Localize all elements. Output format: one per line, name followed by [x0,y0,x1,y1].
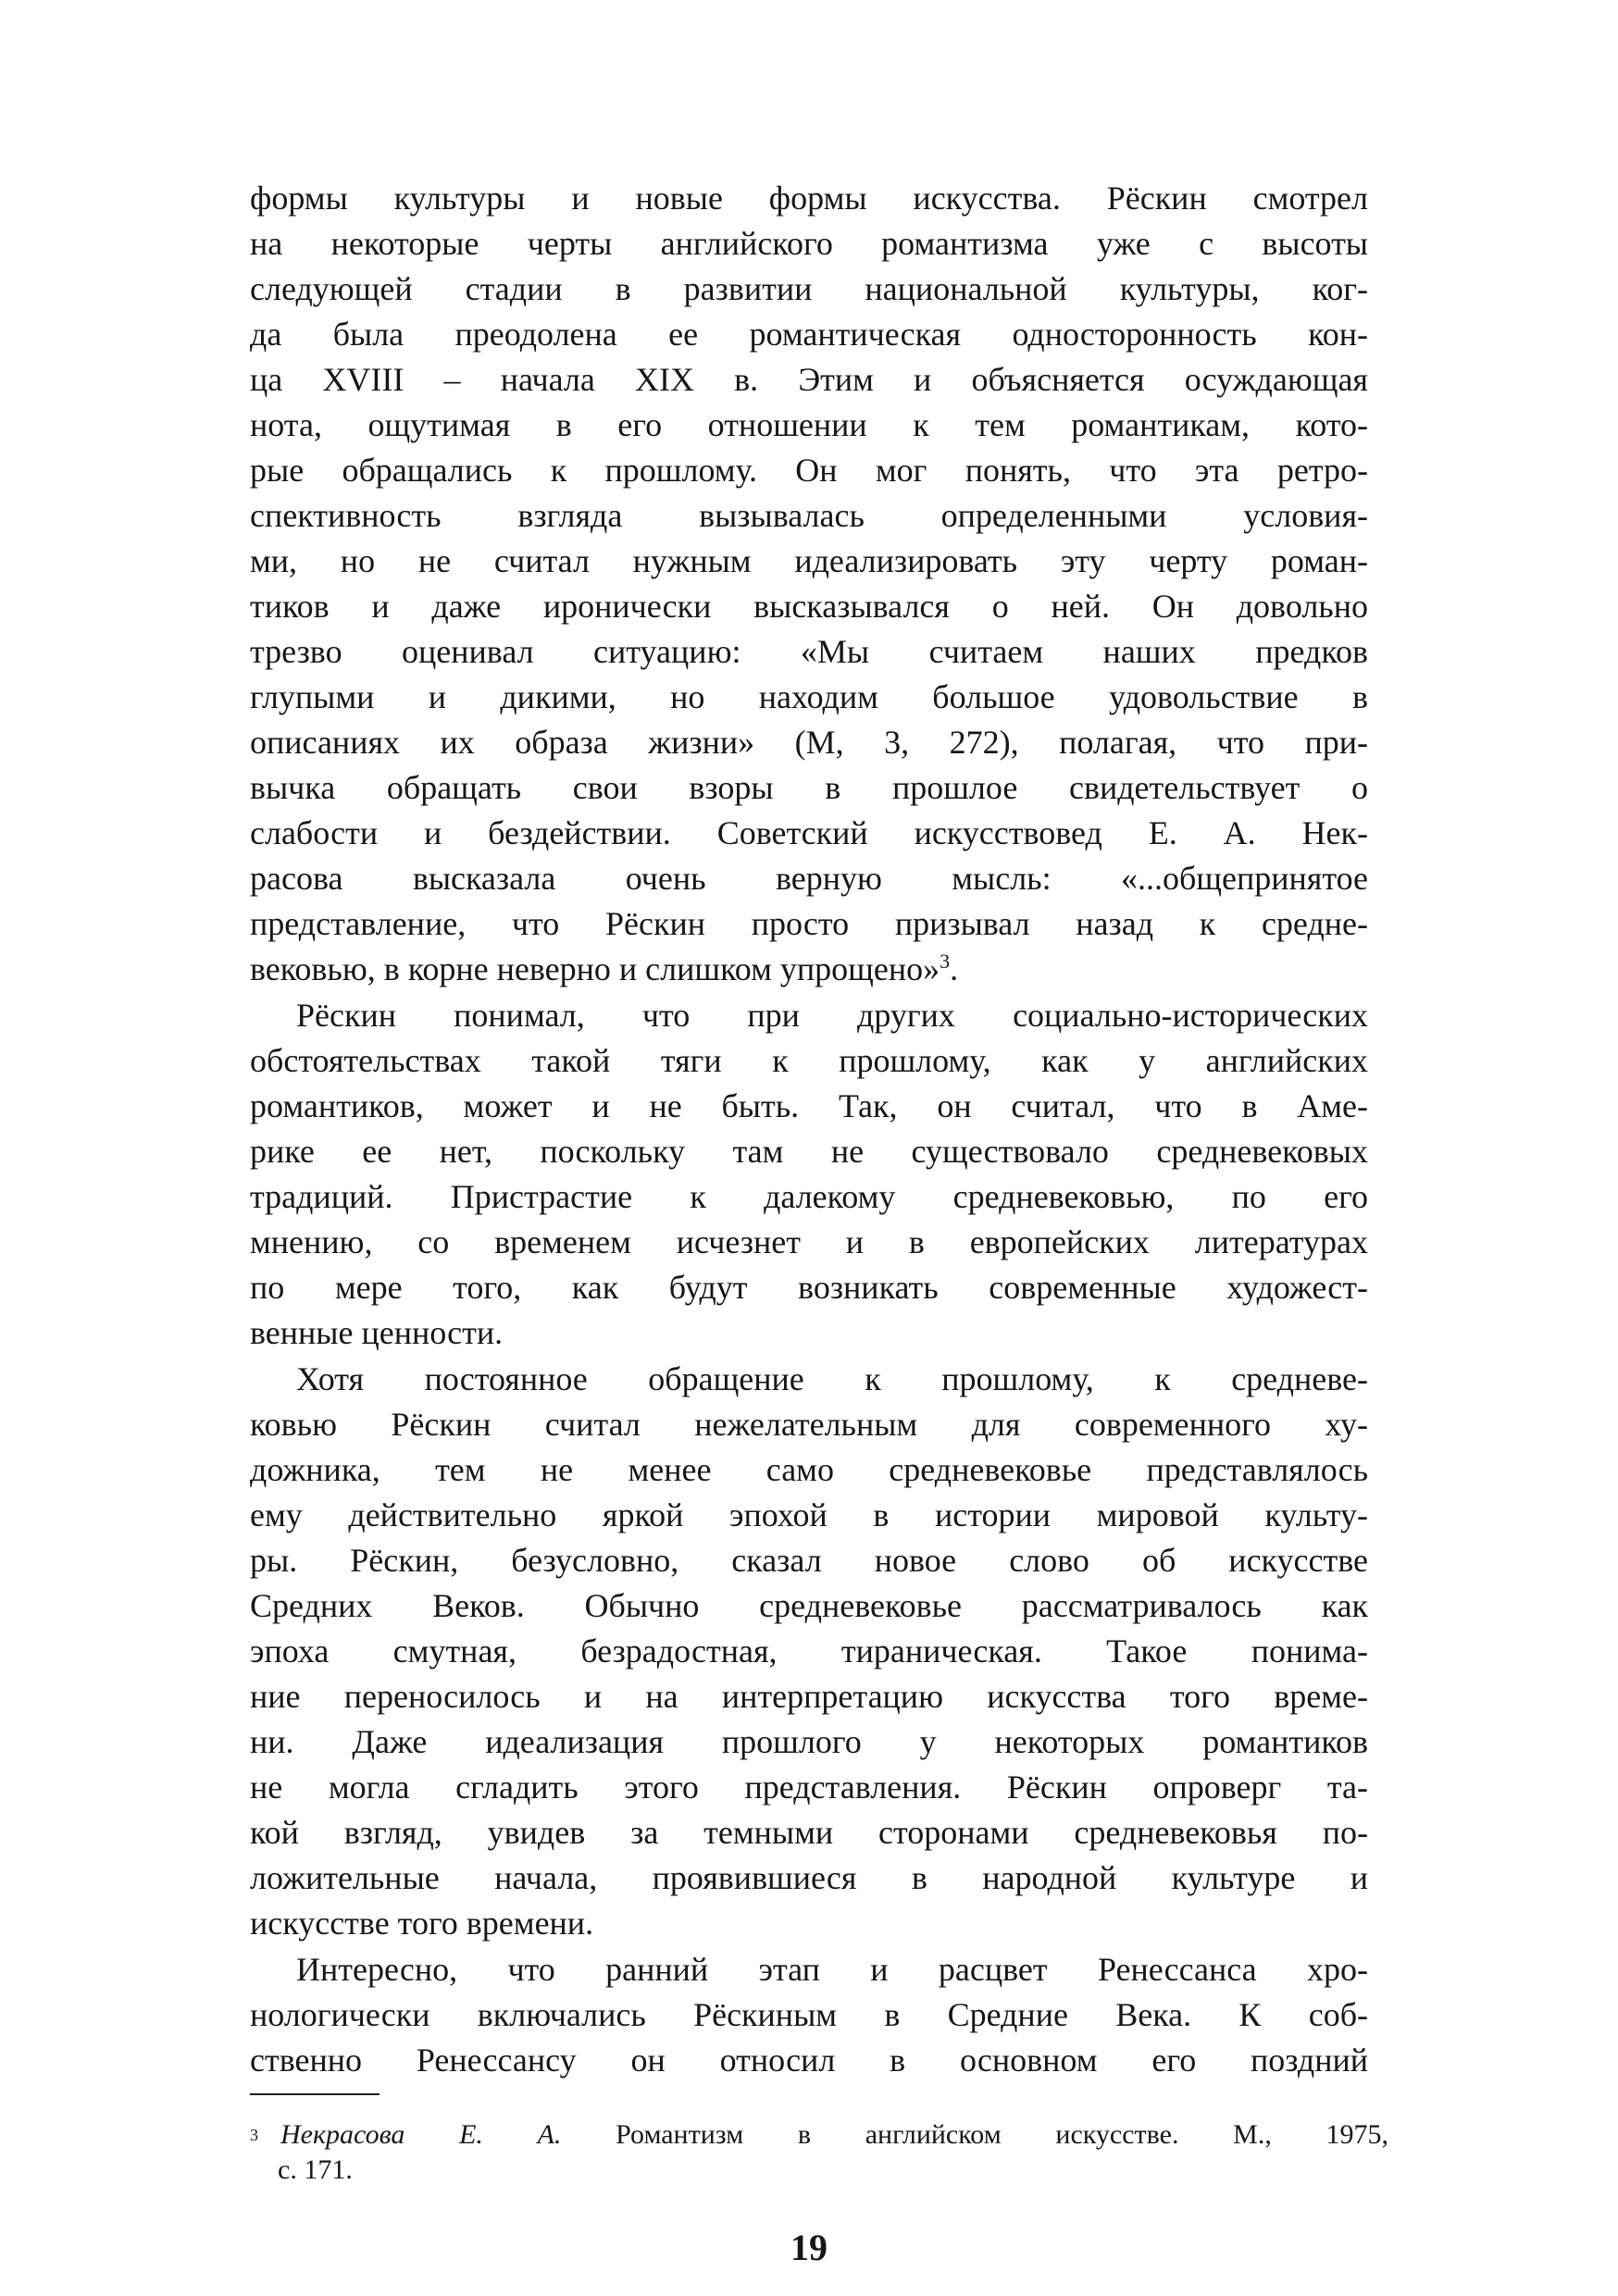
text-line: мнению, со временем исчезнет и в европейских литературах [250,1223,1368,1260]
text-line: ковью Рёскин считал нежелательным для современного ху- [250,1406,1368,1443]
text-line: нота, ощутимая в его отношении к тем романтикам, кото- [250,406,1368,443]
text-line: представление, что Рёскин просто призывал назад к средне- [250,905,1368,942]
text-line: трезво оценивал ситуацию: «Мы считаем наших предков [250,633,1368,670]
text-line: формы культуры и новые формы искусства. Рёскин смотрел [250,180,1368,217]
footnote-author: Некрасова Е. А. [280,2119,562,2150]
text-line: вековью, в корне неверно и слишком упрощено»$^3$. [250,949,959,987]
footnote-text: Романтизм в английском искусстве. М., 1975, [616,2119,1388,2150]
text-line: глупыми и дикими, но находим большое удовольствие в [250,678,1368,715]
text-line: Рёскин понимал, что при других социально-исторических [296,997,1368,1034]
footnote-line [250,2117,1388,2153]
footnote-reference[interactable]: 3 [940,949,951,973]
text-line: Интересно, что ранний этап и расцвет Ренессанса хро- [296,1951,1368,1988]
text-line: эпоха смутная, безрадостная, тираническая. Такое понима- [250,1632,1368,1669]
text-line: не могла сгладить этого представления. Рёскин опроверг та- [250,1769,1368,1806]
text-line-content: вековью, в корне неверно и слишком упрощено» [250,950,940,987]
text-line: ние переносилось и на интерпретацию искусства того време- [250,1678,1368,1715]
footnote-marker: 3 [250,2126,258,2144]
text-line: Хотя постоянное обращение к прошлому, к средневе- [296,1360,1368,1397]
text-line: романтиков, может и не быть. Так, он считал, что в Аме- [250,1087,1368,1124]
text-line: ни. Даже идеализация прошлого у некоторых романтиков [250,1723,1368,1760]
text-line: рике ее нет, поскольку там не существовало средневековых [250,1133,1368,1170]
text-line: на некоторые черты английского романтизма уже с высоты [250,225,1368,262]
text-line: тиков и даже иронически высказывался о ней. Он довольно [250,588,1368,625]
text-line: кой взгляд, увидев за темными сторонами средневековья по- [250,1814,1368,1851]
text-line: ложительные начала, проявившиеся в народной культуре и [250,1859,1368,1896]
text-line: спективность взгляда вызывалась определенными условия- [250,497,1368,534]
text-line: рые обращались к прошлому. Он мог понять, что эта ретро- [250,452,1368,489]
text-line: традиций. Пристрастие к далекому средневековью, по его [250,1178,1368,1215]
text-line: слабости и бездействии. Советский искусствовед Е. А. Нек- [250,814,1368,851]
text-line: нологически включались Рёскиным в Средние Века. К соб- [250,1996,1368,2033]
text-line: ры. Рёскин, безусловно, сказал новое слово об искусстве [250,1542,1368,1579]
footnote-divider [250,2093,380,2095]
page-number: 19 [790,2227,828,2268]
text-line: вычка обращать свои взоры в прошлое свидетельствует о [250,769,1368,806]
text-line: обстоятельствах такой тяги к прошлому, как у английских [250,1042,1368,1079]
text-line: ему действительно яркой эпохой в истории мировой культу- [250,1496,1368,1533]
footnote-continuation: с. 171. [278,2154,353,2185]
text-line: венные ценности. [250,1314,504,1351]
text-line: следующей стадии в развитии национальной культуры, ког- [250,270,1368,307]
text-line: да была преодолена ее романтическая односторонность кон- [250,316,1368,353]
text-line: искусстве того времени. [250,1905,594,1942]
text-line: ми, но не считал нужным идеализировать эту черту роман- [250,542,1368,579]
text-line: описаниях их образа жизни» (М, 3, 272), полагая, что при- [250,724,1368,761]
text-line: ственно Ренессансу он относил в основном его поздний [250,2042,1368,2079]
text-line: Средних Веков. Обычно средневековье рассматривалось как [250,1587,1368,1624]
text-line: расова высказала очень верную мысль: «...общепринятое [250,860,1368,897]
text-line: по мере того, как будут возникать современные художест- [250,1269,1368,1306]
text-line: дожника, тем не менее само средневековье представлялось [250,1451,1368,1488]
text-line: ца XVIII – начала XIX в. Этим и объясняется осуждающая [250,361,1368,398]
